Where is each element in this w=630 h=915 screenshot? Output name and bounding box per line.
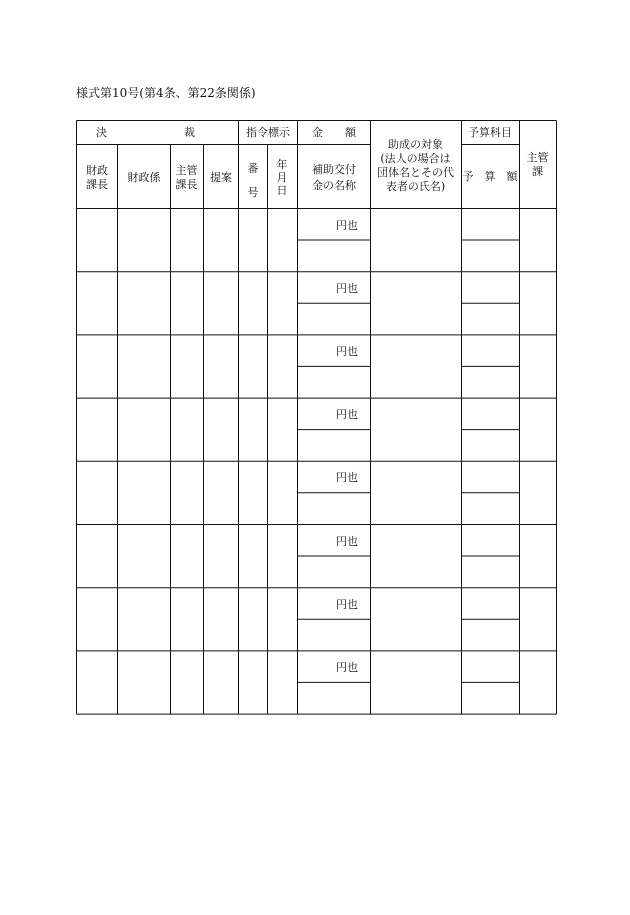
amount-unit-label: 円也 [336, 597, 358, 611]
header-kingaku: 金 額 [312, 126, 356, 139]
header-yosan-kamoku: 予算科目 [468, 126, 512, 139]
header-kessai: 決 裁 [96, 126, 195, 139]
header-shukan-kacho-2: 課長 [175, 178, 198, 191]
header-shukanka-2: 課 [532, 165, 543, 178]
header-zaisei-kacho-1: 財政 [86, 164, 108, 177]
amount-unit-label: 円也 [336, 218, 358, 232]
header-nengappi-1: 年 [276, 158, 288, 171]
header-hojo-name-1: 補助交付 [312, 163, 356, 176]
form-title: 様式第10号(第4条、第22条関係) [76, 86, 256, 100]
header-zaiseigakari: 財政係 [127, 171, 161, 184]
amount-unit-label: 円也 [336, 660, 358, 674]
header-teian: 提案 [210, 171, 232, 184]
header-shirei: 指令標示 [246, 126, 290, 139]
amount-unit-label: 円也 [336, 408, 358, 422]
amount-unit-label: 円也 [336, 471, 358, 485]
header-bango-1: 番 [247, 162, 259, 175]
amount-unit-label: 円也 [336, 344, 358, 358]
header-zaisei-kacho-2: 課長 [86, 178, 108, 191]
header-hojo-name-2: 金の名称 [312, 179, 356, 192]
amount-unit-label: 円也 [336, 534, 358, 548]
header-josei-2: (法人の場合は [380, 152, 451, 165]
header-josei-1: 助成の対象 [388, 138, 443, 151]
header-nengappi-3: 日 [276, 184, 288, 197]
header-shukan-kacho-1: 主管 [175, 164, 198, 177]
header-yosangaku: 予 算 額 [462, 170, 518, 183]
header-nengappi-2: 月 [276, 171, 288, 184]
header-bango-2: 号 [247, 186, 259, 199]
header-josei-3: 団体名とその代 [377, 166, 454, 179]
header-shukanka-1: 主管 [526, 151, 549, 164]
amount-unit-label: 円也 [336, 281, 358, 295]
header-josei-4: 表者の氏名) [385, 180, 446, 193]
